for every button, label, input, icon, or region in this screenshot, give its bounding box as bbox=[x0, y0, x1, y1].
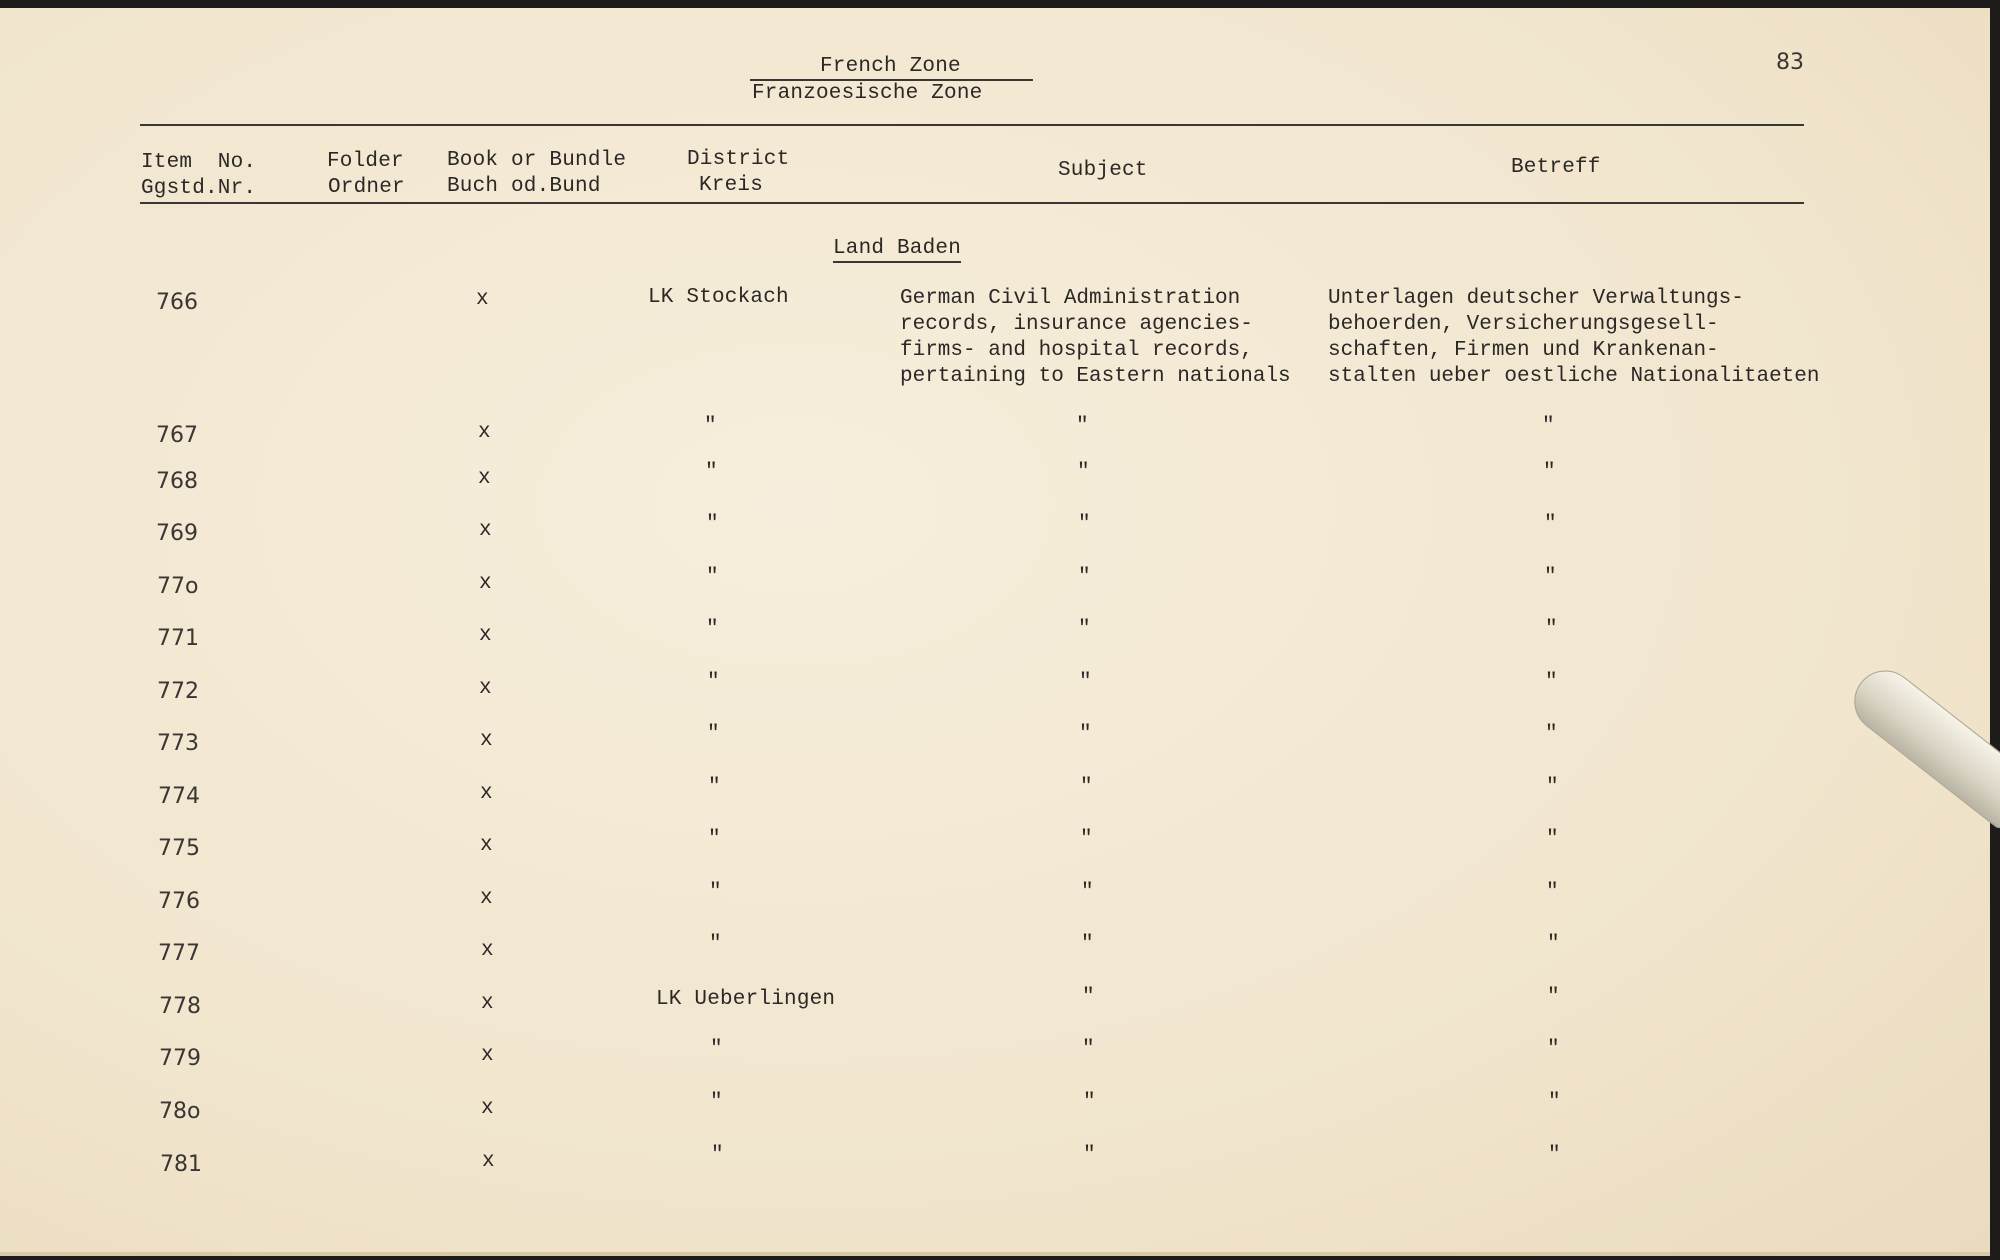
district-cell: " bbox=[707, 671, 720, 694]
district-cell: " bbox=[708, 828, 721, 851]
district-cell: LK Stockach bbox=[648, 286, 789, 309]
document-page: French Zone Franzoesische Zone 83 Item No. Ggstd.Nr. Folder Ordner Book or Bundle Buch od.Bund District Kreis Subject Betreff Land Baden 766 x LK Stockach German Civil Administration records, insurance agencies- firms- and hospital records, pertaining to Eastern nationals Unterlagen deutscher Verwaltungs- behoerden, Versicherungsgesell- schaften, Firmen und Krankenan- stalten ueber oestliche Nationalitaeten 767 x " " " 768 x " " " 769 x " " " 77o x " " " 771 x " " " 772 x " " " 773 x " " " 774 x " " " 775 x " " " 776 x " " " 777 x " " " 778 x LK Ueberlingen " " 779 x " " " 78o x " " " 781 x " " " bbox=[0, 8, 1990, 1256]
subject-cell: " bbox=[1078, 566, 1091, 589]
subject-cell: " bbox=[1082, 986, 1095, 1009]
item-number: 772 bbox=[157, 679, 199, 704]
subject-cell: " bbox=[1081, 881, 1094, 904]
book-mark: x bbox=[476, 288, 489, 311]
item-number: 771 bbox=[157, 626, 199, 651]
page-number: 83 bbox=[1776, 50, 1804, 75]
subject-cell: " bbox=[1081, 933, 1094, 956]
district-cell: LK Ueberlingen bbox=[656, 988, 836, 1011]
book-mark: x bbox=[478, 467, 491, 490]
item-number: 777 bbox=[158, 941, 200, 966]
table-row bbox=[0, 828, 1990, 864]
book-mark: x bbox=[480, 834, 493, 857]
item-number: 768 bbox=[156, 469, 198, 494]
item-number: 778 bbox=[159, 994, 201, 1019]
district-cell: " bbox=[709, 933, 722, 956]
betreff-cell: " bbox=[1542, 415, 1555, 438]
zone-title-en: French Zone bbox=[820, 55, 961, 78]
item-number: 775 bbox=[158, 836, 200, 861]
betreff-cell: " bbox=[1544, 513, 1557, 536]
table-row bbox=[0, 933, 1990, 969]
subject-cell: " bbox=[1079, 671, 1092, 694]
book-mark: x bbox=[480, 729, 493, 752]
book-mark: x bbox=[481, 1044, 494, 1067]
district-cell: " bbox=[710, 1038, 723, 1061]
item-number: 774 bbox=[158, 784, 200, 809]
item-number: 779 bbox=[159, 1046, 201, 1071]
column-header-betreff: Betreff bbox=[1511, 156, 1601, 179]
district-cell: " bbox=[708, 776, 721, 799]
district-cell: " bbox=[705, 461, 718, 484]
district-cell: " bbox=[710, 1091, 723, 1114]
subject-cell: German Civil Administration records, insurance agencies- firms- and hospital records, pertaining to Eastern nationals bbox=[900, 287, 1291, 388]
subject-cell: " bbox=[1082, 1038, 1095, 1061]
header-top-rule bbox=[140, 124, 1804, 126]
district-cell: " bbox=[706, 566, 719, 589]
table-row bbox=[0, 566, 1990, 602]
subject-cell: " bbox=[1077, 461, 1090, 484]
district-cell: " bbox=[706, 513, 719, 536]
betreff-cell: " bbox=[1547, 986, 1560, 1009]
item-number: 767 bbox=[156, 423, 198, 448]
betreff-cell: " bbox=[1545, 723, 1558, 746]
zone-title-de: Franzoesische Zone bbox=[752, 82, 983, 105]
betreff-cell: " bbox=[1546, 776, 1559, 799]
table-row bbox=[0, 618, 1990, 654]
book-mark: x bbox=[480, 782, 493, 805]
table-row bbox=[0, 723, 1990, 759]
table-row bbox=[0, 986, 1990, 1022]
item-number: 77o bbox=[157, 574, 199, 599]
header-bottom-rule bbox=[140, 202, 1804, 204]
subject-cell: " bbox=[1083, 1091, 1096, 1114]
item-number: 766 bbox=[156, 290, 198, 315]
table-row bbox=[0, 881, 1990, 917]
section-title: Land Baden bbox=[833, 237, 961, 263]
betreff-cell: " bbox=[1547, 1038, 1560, 1061]
district-cell: " bbox=[704, 415, 717, 438]
betreff-cell: Unterlagen deutscher Verwaltungs- behoerden, Versicherungsgesell- schaften, Firmen und Krankenan- stalten ueber oestliche Nationalitaeten bbox=[1328, 287, 1820, 388]
subject-cell: " bbox=[1080, 828, 1093, 851]
item-number: 781 bbox=[160, 1152, 202, 1177]
book-mark: x bbox=[480, 887, 493, 910]
betreff-cell: " bbox=[1546, 828, 1559, 851]
book-mark: x bbox=[479, 519, 492, 542]
item-number: 769 bbox=[156, 521, 198, 546]
table-row bbox=[0, 671, 1990, 707]
betreff-cell: " bbox=[1548, 1091, 1561, 1114]
subject-cell: " bbox=[1083, 1144, 1096, 1167]
table-row bbox=[0, 415, 1990, 451]
book-mark: x bbox=[478, 421, 491, 444]
subject-cell: " bbox=[1078, 513, 1091, 536]
book-mark: x bbox=[481, 1097, 494, 1120]
district-cell: " bbox=[709, 881, 722, 904]
column-header-subject: Subject bbox=[1058, 159, 1148, 182]
betreff-cell: " bbox=[1547, 933, 1560, 956]
district-cell: " bbox=[706, 618, 719, 641]
subject-cell: " bbox=[1076, 415, 1089, 438]
zone-title-underline bbox=[750, 79, 1033, 81]
table-row bbox=[0, 776, 1990, 812]
book-mark: x bbox=[481, 939, 494, 962]
betreff-cell: " bbox=[1545, 618, 1558, 641]
table-row bbox=[0, 1038, 1990, 1074]
betreff-cell: " bbox=[1546, 881, 1559, 904]
betreff-cell: " bbox=[1548, 1144, 1561, 1167]
table-row bbox=[0, 1091, 1990, 1127]
book-mark: x bbox=[479, 677, 492, 700]
item-number: 773 bbox=[157, 731, 199, 756]
table-row bbox=[0, 513, 1990, 549]
betreff-cell: " bbox=[1544, 566, 1557, 589]
table-row bbox=[0, 461, 1990, 497]
subject-cell: " bbox=[1079, 723, 1092, 746]
subject-cell: " bbox=[1078, 618, 1091, 641]
book-mark: x bbox=[482, 1150, 495, 1173]
table-row bbox=[0, 1144, 1990, 1180]
subject-cell: " bbox=[1080, 776, 1093, 799]
item-number: 78o bbox=[159, 1099, 201, 1124]
book-mark: x bbox=[479, 624, 492, 647]
betreff-cell: " bbox=[1543, 461, 1556, 484]
betreff-cell: " bbox=[1545, 671, 1558, 694]
district-cell: " bbox=[711, 1144, 724, 1167]
book-mark: x bbox=[481, 992, 494, 1015]
book-mark: x bbox=[479, 572, 492, 595]
item-number: 776 bbox=[158, 889, 200, 914]
district-cell: " bbox=[707, 723, 720, 746]
